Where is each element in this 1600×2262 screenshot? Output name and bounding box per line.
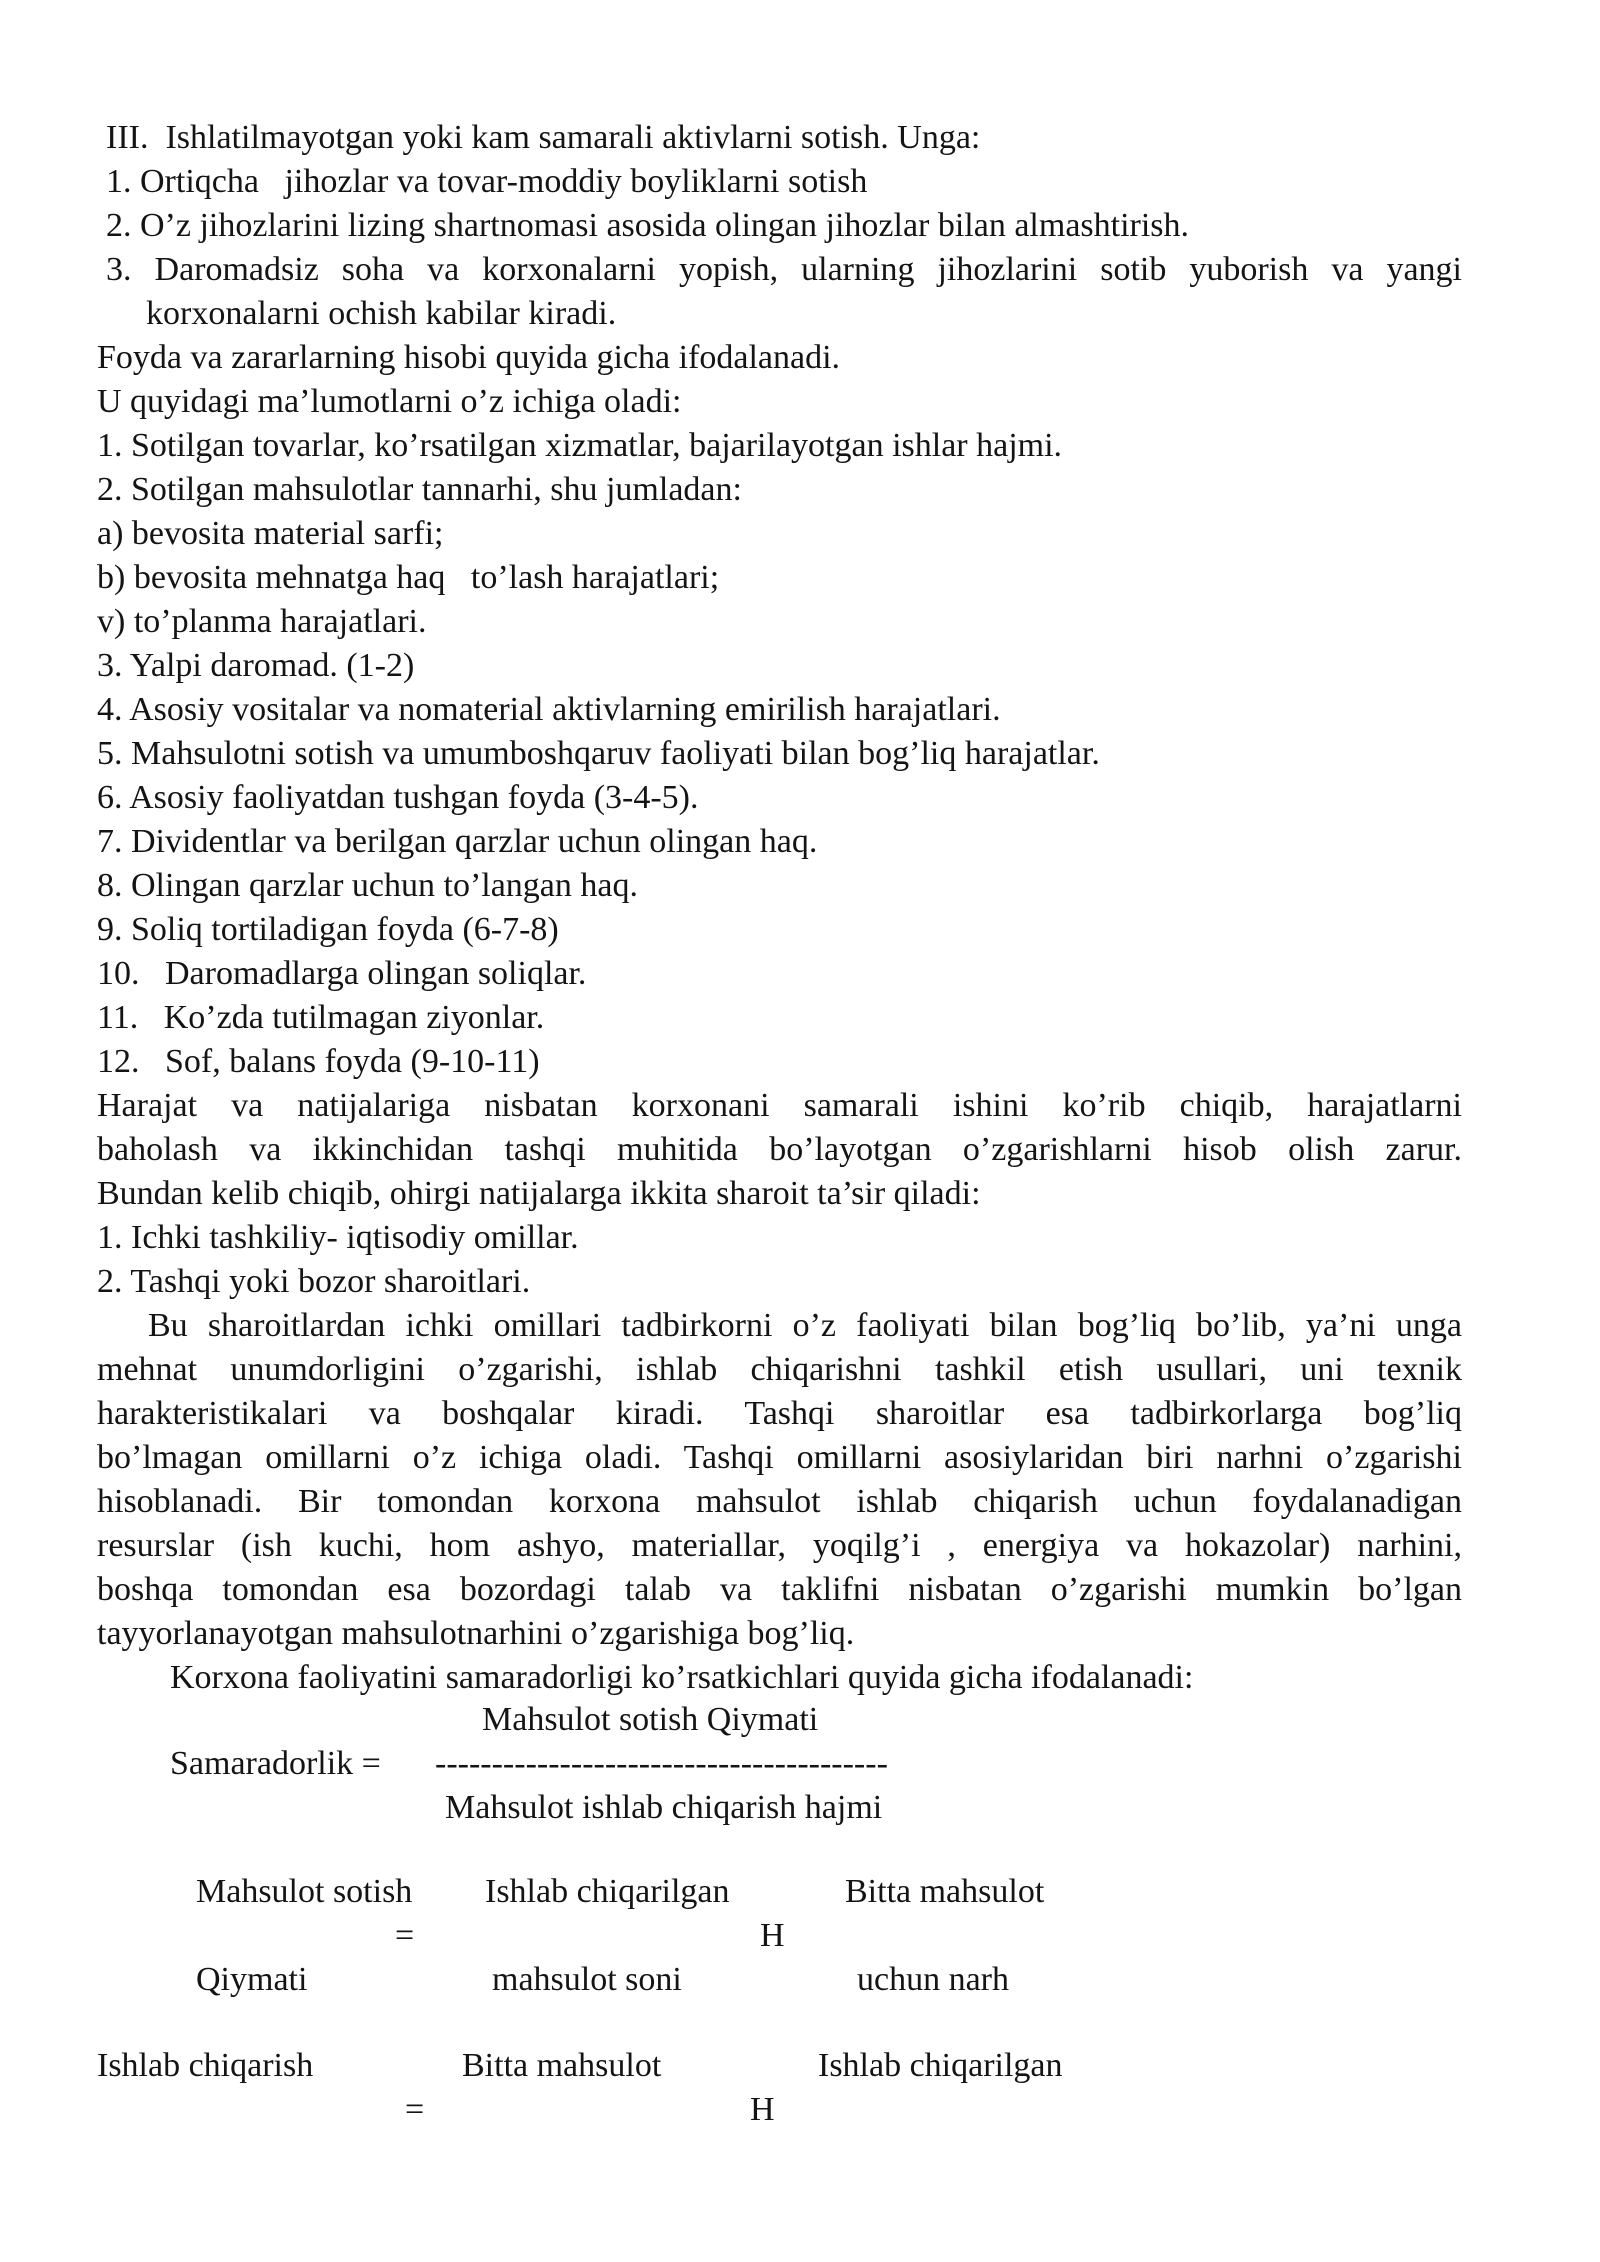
formula2-term: mahsulot soni bbox=[492, 1961, 682, 1998]
measure-item: 3. Daromadsiz soha va korxonalarni yopish, ularning jihozlarini sotib yuborish va yangi bbox=[106, 251, 1462, 288]
formula2-operator: H bbox=[760, 1917, 785, 1954]
formula2-term: Bitta mahsulot bbox=[845, 1873, 1045, 1910]
pl-item: 6. Asosiy faoliyatdan tushgan foyda (3-4-5). bbox=[97, 779, 699, 816]
formula2-term: Ishlab chiqarilgan bbox=[485, 1873, 730, 1910]
formula3-term: Ishlab chiqarish bbox=[97, 2047, 314, 2084]
paragraph-line: Harajat va natijalariga nisbatan korxonani samarali ishini ko’rib chiqib, harajatlarni bbox=[97, 1087, 1462, 1124]
formula-numerator: Mahsulot sotish Qiymati bbox=[482, 1701, 819, 1738]
pl-item: 11. Ko’zda tutilmagan ziyonlar. bbox=[97, 999, 545, 1036]
condition-item: 1. Ichki tashkiliy- iqtisodiy omillar. bbox=[97, 1219, 579, 1256]
condition-item: 2. Tashqi yoki bozor sharoitlari. bbox=[97, 1263, 531, 1300]
formula2-term: Mahsulot sotish bbox=[196, 1873, 413, 1910]
pl-subitem: a) bevosita material sarfi; bbox=[97, 515, 444, 552]
pl-intro-line: U quyidagi ma’lumotlarni o’z ichiga oladi: bbox=[97, 383, 682, 420]
formula2-equals: = bbox=[395, 1917, 415, 1954]
formula3-operator: H bbox=[750, 2091, 775, 2128]
measure-item: 1. Ortiqcha jihozlar va tovar-moddiy boyliklarni sotish bbox=[106, 163, 868, 200]
paragraph-line: tayyorlanayotgan mahsulotnarhini o’zgarishiga bog’liq. bbox=[97, 1615, 855, 1652]
formula2-term: uchun narh bbox=[857, 1961, 1010, 1998]
section-heading: III. Ishlatilmayotgan yoki kam samarali aktivlarni sotish. Unga: bbox=[106, 119, 981, 156]
formula3-term: Bitta mahsulot bbox=[462, 2047, 662, 2084]
formula2-term: Qiymati bbox=[196, 1961, 308, 1998]
paragraph-line: harakteristikalari va boshqalar kiradi. Tashqi sharoitlar esa tadbirkorlarga bog’liq bbox=[97, 1395, 1462, 1432]
paragraph-line: resurslar (ish kuchi, hom ashyo, materiallar, yoqilg’i , energiya va hokazolar) narhini, bbox=[97, 1527, 1462, 1564]
pl-item: 5. Mahsulotni sotish va umumboshqaruv faoliyati bilan bog’liq harajatlar. bbox=[97, 735, 1100, 772]
pl-item: 10. Daromadlarga olingan soliqlar. bbox=[97, 955, 587, 992]
paragraph-line: baholash va ikkinchidan tashqi muhitida bo’layotgan o’zgarishlarni hisob olish zarur. bbox=[97, 1131, 1462, 1168]
paragraph-line: bo’lmagan omillarni o’z ichiga oladi. Tashqi omillarni asosiylaridan biri narhni o’zgarishi bbox=[97, 1439, 1462, 1476]
paragraph-line: Bundan kelib chiqib, ohirgi natijalarga ikkita sharoit ta’sir qiladi: bbox=[97, 1175, 981, 1212]
paragraph-line: boshqa tomondan esa bozordagi talab va taklifni nisbatan o’zgarishi mumkin bo’lgan bbox=[97, 1571, 1462, 1608]
pl-item: 4. Asosiy vositalar va nomaterial aktivlarning emirilish harajatlari. bbox=[97, 691, 1001, 728]
pl-item: 8. Olingan qarzlar uchun to’langan haq. bbox=[97, 867, 638, 904]
formula-lhs: Samaradorlik = bbox=[170, 1745, 381, 1782]
paragraph-line: Bu sharoitlardan ichki omillari tadbirkorni o’z faoliyati bilan bog’liq bo’lib, ya’ni unga bbox=[148, 1307, 1462, 1344]
measure-item-continuation: korxonalarni ochish kabilar kiradi. bbox=[146, 295, 617, 332]
pl-item: 2. Sotilgan mahsulotlar tannarhi, shu jumladan: bbox=[97, 471, 742, 508]
pl-subitem: b) bevosita mehnatga haq to’lash harajatlari; bbox=[97, 559, 720, 596]
formula3-term: Ishlab chiqarilgan bbox=[818, 2047, 1063, 2084]
pl-item: 7. Dividentlar va berilgan qarzlar uchun olingan haq. bbox=[97, 823, 818, 860]
paragraph-line: mehnat unumdorligini o’zgarishi, ishlab chiqarishni tashkil etish usullari, uni texnik bbox=[97, 1351, 1462, 1388]
pl-item: 1. Sotilgan tovarlar, ko’rsatilgan xizmatlar, bajarilayotgan ishlar hajmi. bbox=[97, 427, 1063, 464]
pl-item: 9. Soliq tortiladigan foyda (6-7-8) bbox=[97, 911, 559, 948]
formula-denominator: Mahsulot ishlab chiqarish hajmi bbox=[445, 1789, 883, 1826]
indicators-intro: Korxona faoliyatini samaradorligi ko’rsatkichlari quyida gicha ifodalanadi: bbox=[170, 1659, 1194, 1696]
pl-item: 3. Yalpi daromad. (1-2) bbox=[97, 647, 415, 684]
pl-subitem: v) to’planma harajatlari. bbox=[97, 603, 427, 640]
paragraph-line: hisoblanadi. Bir tomondan korxona mahsulot ishlab chiqarish uchun foydalanadigan bbox=[97, 1483, 1462, 1520]
formula-fraction-bar: ---------------------------------------- bbox=[435, 1745, 888, 1782]
pl-item: 12. Sof, balans foyda (9-10-11) bbox=[97, 1043, 540, 1080]
formula3-equals: = bbox=[405, 2091, 425, 2128]
pl-intro-line: Foyda va zararlarning hisobi quyida gicha ifodalanadi. bbox=[97, 339, 841, 376]
measure-item: 2. O’z jihozlarini lizing shartnomasi asosida olingan jihozlar bilan almashtirish. bbox=[106, 207, 1190, 244]
